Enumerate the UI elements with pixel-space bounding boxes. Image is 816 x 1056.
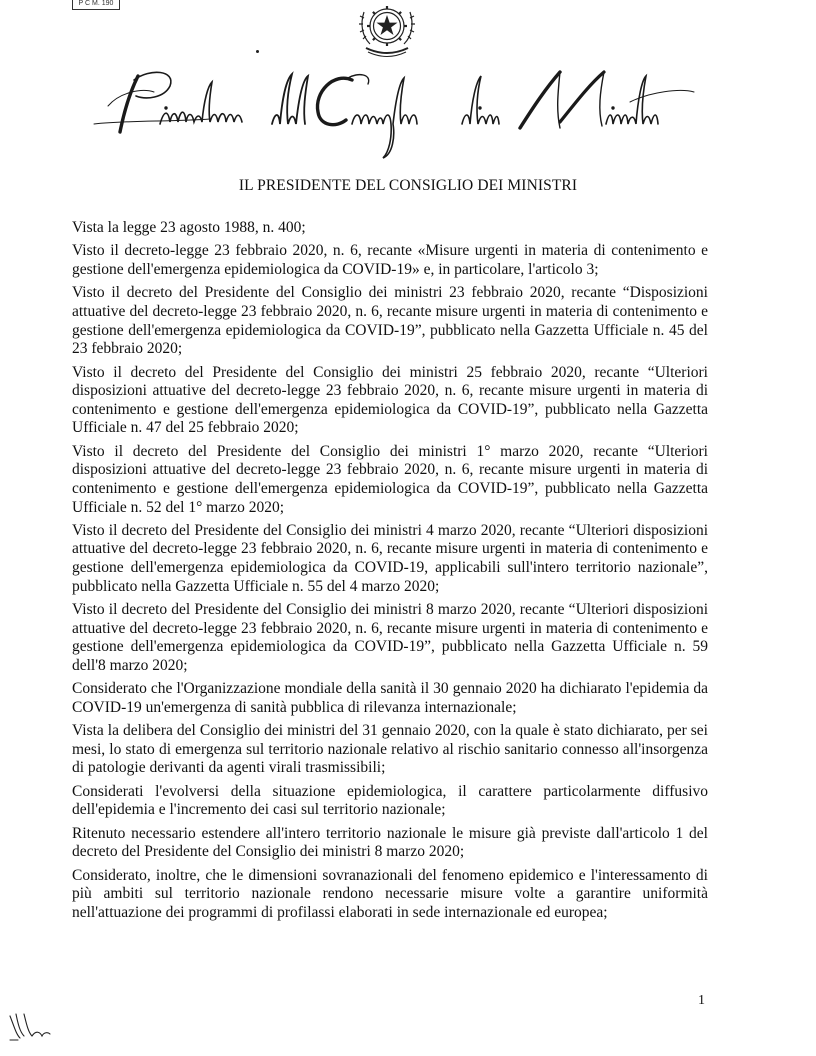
recital-paragraph: Visto il decreto-legge 23 febbraio 2020, n. 6, recante «Misure urgenti in materia di contenimento e gestione dell'emergenza epidemiologica da COVID-19» e, in particolare, l'articolo 3; (72, 242, 708, 278)
recital-paragraph: Considerato che l'Organizzazione mondiale della sanità il 30 gennaio 2020 ha dichiarato l'epidemia da COVID-19 un'emergenza di sanità pubblica di rilevanza internazionale; (72, 680, 708, 716)
page-number: 1 (698, 993, 705, 1008)
presidency-masthead-logo (90, 62, 700, 162)
recital-paragraph: Vista la legge 23 agosto 1988, n. 400; (72, 219, 306, 236)
recital-paragraph: Vista la delibera del Consiglio dei ministri del 31 gennaio 2020, con la quale è stato dichiarato, per sei mesi, lo stato di emergenza sul territorio nazionale relativo al rischio sanitario connesso all'insorgenza di patologie derivanti da agenti virali trasmissibili; (72, 722, 708, 777)
document-body (72, 219, 708, 927)
recital-paragraph: Visto il decreto del Presidente del Consiglio dei ministri 1° marzo 2020, recante “Ulteriori disposizioni attuative del decreto-legge 23 febbraio 2020, n. 6, recante misure urgenti in materia di contenimento e gestione dell'emergenza epidemiologica da COVID-19”, pubblicato nella Gazzetta Ufficiale n. 52 del 1° marzo 2020; (72, 442, 708, 516)
scan-speck (256, 50, 259, 53)
recital-paragraph: Considerato, inoltre, che le dimensioni sovranazionali del fenomeno epidemico e l'interessamento di più ambiti sul territorio nazionale rendono necessarie misure volte a garantire uniformità nell'attuazione dei programmi di profilassi elaborati in sede internazionale ed europea; (72, 866, 708, 921)
italian-republic-emblem-icon (350, 0, 424, 62)
recital-paragraph: Visto il decreto del Presidente del Consiglio dei ministri 8 marzo 2020, recante “Ulteriori disposizioni attuative del decreto-legge 23 febbraio 2020, n. 6, recante misure urgenti in materia di contenimento e gestione dell'emergenza epidemiologica da COVID-19”, pubblicato nella Gazzetta Ufficiale n. 59 dell'8 marzo 2020; (72, 601, 708, 674)
recital-paragraph: Visto il decreto del Presidente del Consiglio dei ministri 25 febbraio 2020, recante “Ulteriori disposizioni attuative del decreto-legge 23 febbraio 2020, n. 6, recante misure urgenti in materia di contenimento e gestione dell'emergenza epidemiologica da COVID-19”, pubblicato nella Gazzetta Ufficiale n. 47 del 25 febbraio 2020; (72, 363, 708, 437)
recital-paragraph: Considerati l'evolversi della situazione epidemiologica, il carattere particolarmente diffusivo dell'epidemia e l'incremento dei casi sul territorio nazionale; (72, 782, 708, 819)
protocol-stamp: P C M. 190 (72, 0, 120, 10)
recital-paragraph: Ritenuto necessario estendere all'intero territorio nazionale le misure già previste dall'articolo 1 del decreto del Presidente del Consiglio dei ministri 8 marzo 2020; (72, 824, 708, 861)
recital-paragraph: Visto il decreto del Presidente del Consiglio dei ministri 23 febbraio 2020, recante “Disposizioni attuative del decreto-legge 23 febbraio 2020, n. 6, recante misure urgenti in materia di contenimento e gestione dell'emergenza epidemiologica da COVID-19”, pubblicato nella Gazzetta Ufficiale n. 45 del 23 febbraio 2020; (72, 284, 708, 358)
handwritten-initials (8, 1010, 52, 1044)
recital-paragraph: Visto il decreto del Presidente del Consiglio dei ministri 4 marzo 2020, recante “Ulteriori disposizioni attuative del decreto-legge 23 febbraio 2020, n. 6, recante misure urgenti in materia di contenimento e gestione dell'emergenza epidemiologica da COVID-19, applicabili sull'intero territorio nazionale”, pubblicato nella Gazzetta Ufficiale n. 55 del 4 marzo 2020; (72, 521, 708, 595)
document-title: IL PRESIDENTE DEL CONSIGLIO DEI MINISTRI (238, 177, 578, 194)
